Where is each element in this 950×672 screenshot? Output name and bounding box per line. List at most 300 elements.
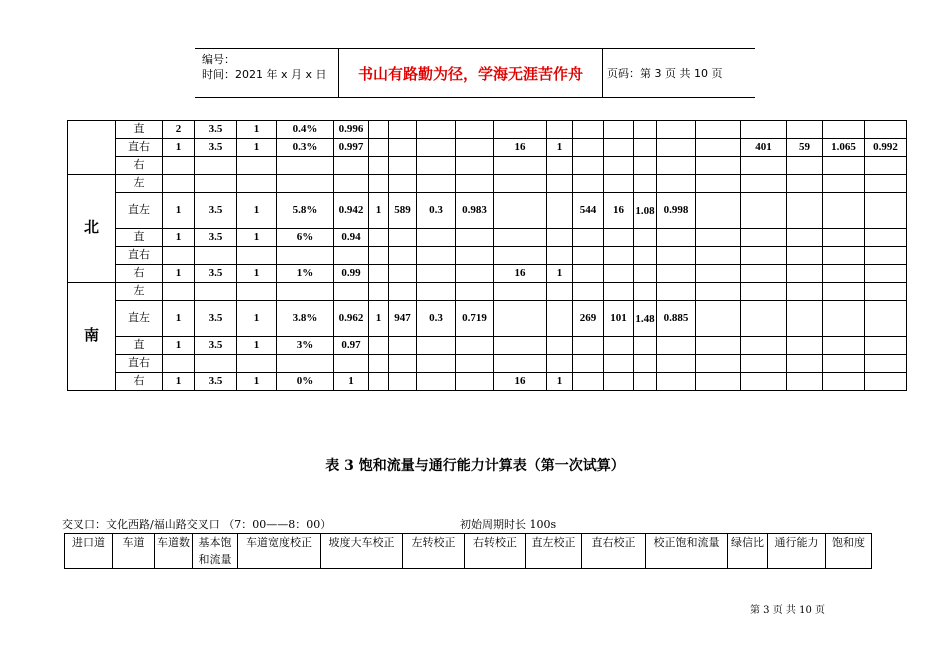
table-cell [657,139,696,157]
header-cell: 车道 [113,534,155,569]
table-row [68,247,907,265]
table-cell: 3.5 [195,229,237,247]
table-cell [604,139,634,157]
table-cell [604,157,634,175]
header-cell: 右转校正 [465,534,526,569]
table-cell [823,355,865,373]
table-cell [634,175,657,193]
table-cell [369,175,389,193]
table-cell [334,283,369,301]
table-row [68,283,907,301]
table-cell [237,283,277,301]
table-cell: 401 [741,139,787,157]
table-cell [741,301,787,337]
table-cell [389,175,417,193]
table-cell [696,265,741,283]
table-cell [456,355,494,373]
table-cell [865,337,907,355]
table-cell: 1.065 [823,139,865,157]
table-cell [369,157,389,175]
table-cell [634,157,657,175]
table-cell [456,229,494,247]
table-cell [823,301,865,337]
table-cell: 1 [163,373,195,391]
table-cell: 3.8% [277,301,334,337]
header-cell: 绿信比 [728,534,768,569]
table-cell [334,247,369,265]
table-cell [696,175,741,193]
cycle-label: 初始周期时长 100s [460,518,557,531]
table-cell [657,247,696,265]
header-cell: 基本饱和流量 [193,534,238,569]
table-cell [573,247,604,265]
table-cell [865,283,907,301]
table-cell [389,283,417,301]
table-cell [604,337,634,355]
table-cell [657,373,696,391]
table-cell [369,139,389,157]
table-cell [195,283,237,301]
table-cell [787,373,823,391]
table-cell [277,283,334,301]
table-cell [787,247,823,265]
table-cell [334,355,369,373]
table-cell [604,247,634,265]
table-cell [657,283,696,301]
lane-cell: 左 [116,283,163,301]
table-cell [369,337,389,355]
table-cell [657,337,696,355]
intersection-label: 交叉口：文化西路/福山路交叉口 （7：00——8：00） [62,518,332,531]
table-cell [277,355,334,373]
table-cell [494,337,547,355]
header-cell: 坡度大车校正 [321,534,403,569]
table-cell [547,193,573,229]
table-cell: 59 [787,139,823,157]
table-cell: 1 [237,121,277,139]
table-cell [634,373,657,391]
table-cell: 1 [369,193,389,229]
table-cell [369,229,389,247]
table-cell [369,355,389,373]
table-cell [334,175,369,193]
table-cell [237,157,277,175]
table-cell [823,373,865,391]
table-cell [741,337,787,355]
table-cell [494,283,547,301]
lane-cell: 右 [116,373,163,391]
table-cell [369,283,389,301]
table-cell: 1 [163,265,195,283]
table-cell [787,265,823,283]
table-cell [547,229,573,247]
table-cell [389,139,417,157]
table-cell [494,157,547,175]
table-cell [494,121,547,139]
table-cell [604,283,634,301]
table-cell [494,229,547,247]
table-cell [547,157,573,175]
table-cell [237,355,277,373]
table-cell [163,355,195,373]
upper-data-table [67,120,907,391]
table-cell: 1 [547,373,573,391]
header-cell: 饱和度 [826,534,872,569]
table-cell [277,247,334,265]
table-cell [657,175,696,193]
table-cell [634,229,657,247]
table-cell: 0.942 [334,193,369,229]
table-row [68,301,907,337]
table-cell [741,229,787,247]
table-cell [369,265,389,283]
lane-cell: 直 [116,121,163,139]
header-meta [195,49,338,97]
table-cell: 0.996 [334,121,369,139]
table-cell [547,337,573,355]
table-cell [494,175,547,193]
table-cell [334,157,369,175]
table-cell [696,139,741,157]
calc-table-header [64,533,872,569]
table-cell [696,283,741,301]
table-cell [823,247,865,265]
lane-cell: 直左 [116,193,163,229]
table-cell [865,193,907,229]
table-cell: 1 [163,337,195,355]
lane-cell: 直 [116,229,163,247]
table-cell: 2 [163,121,195,139]
table-cell [369,247,389,265]
table-row [68,157,907,175]
table-cell [417,355,456,373]
table-cell [389,337,417,355]
table-cell [741,283,787,301]
table-cell [696,157,741,175]
table-cell [573,373,604,391]
table-cell [865,229,907,247]
table-cell [369,373,389,391]
time-label: 时间：2021 年 x 月 x 日 [202,68,327,81]
header-cell: 校正饱和流量 [646,534,728,569]
table-cell [417,121,456,139]
table-cell [696,373,741,391]
table-cell [573,265,604,283]
table-cell [787,355,823,373]
table-title: 表 3 饱和流量与通行能力计算表（第一次试算） [325,458,625,474]
header-cell: 左转校正 [403,534,465,569]
table-cell: 0.885 [657,301,696,337]
table-cell [823,193,865,229]
table-cell [573,121,604,139]
table-cell [823,157,865,175]
table-cell [417,247,456,265]
table-cell [456,247,494,265]
table-cell [547,175,573,193]
table-cell: 0.983 [456,193,494,229]
table-cell [195,157,237,175]
header-page-label: 页码：第 3 页 共 10 页 [607,67,723,80]
table-cell [494,301,547,337]
table-cell [604,229,634,247]
table-cell: 1 [547,265,573,283]
table-cell [741,247,787,265]
table-cell: 589 [389,193,417,229]
table-cell [865,355,907,373]
table-cell [389,157,417,175]
table-cell [634,247,657,265]
table-cell [494,247,547,265]
table-cell [237,247,277,265]
lane-cell: 直右 [116,247,163,265]
table-cell [277,175,334,193]
table-cell [787,301,823,337]
table-cell: 947 [389,301,417,337]
table-cell [417,229,456,247]
table-cell: 0.4% [277,121,334,139]
header-cell: 车道宽度校正 [238,534,321,569]
table-cell: 0.3 [417,301,456,337]
table-cell [417,265,456,283]
table-cell: 1.48 [634,301,657,337]
table-cell: 0.3 [417,193,456,229]
table-cell [456,157,494,175]
table-cell: 3.5 [195,301,237,337]
table-cell [787,157,823,175]
table-row [68,229,907,247]
lane-cell: 右 [116,157,163,175]
table-cell: 544 [573,193,604,229]
table-cell [657,121,696,139]
table-cell [823,175,865,193]
table-cell [741,157,787,175]
table-cell [573,283,604,301]
table-cell: 0.962 [334,301,369,337]
page-footer: 第 3 页 共 10 页 [750,605,825,616]
table-cell [823,337,865,355]
table-cell [634,283,657,301]
table-cell [741,265,787,283]
table-cell [389,229,417,247]
table-cell: 0.719 [456,301,494,337]
table-cell [389,121,417,139]
table-cell [634,355,657,373]
table-cell [494,193,547,229]
table-cell [865,373,907,391]
table-cell [456,283,494,301]
table-cell: 1 [163,301,195,337]
table-cell [456,121,494,139]
table-cell [417,337,456,355]
table-cell [634,337,657,355]
table-cell [787,121,823,139]
table-cell [277,157,334,175]
table-cell [163,283,195,301]
table-cell: 1 [163,193,195,229]
table-cell [787,175,823,193]
table-cell: 16 [494,265,547,283]
table-cell [657,355,696,373]
table-cell [417,157,456,175]
table-cell [195,247,237,265]
table-cell [865,301,907,337]
table-cell [456,139,494,157]
table-cell [696,229,741,247]
table-cell [456,373,494,391]
table-cell [634,139,657,157]
table-cell [456,337,494,355]
table-cell [389,355,417,373]
table-cell [787,283,823,301]
table-cell [163,175,195,193]
table-cell [604,265,634,283]
table-cell [573,157,604,175]
table-cell [573,175,604,193]
lane-cell: 直右 [116,139,163,157]
table-cell [787,193,823,229]
table-cell [195,355,237,373]
table-cell [741,373,787,391]
table-cell: 3.5 [195,337,237,355]
table-cell: 1 [237,337,277,355]
table-cell: 3.5 [195,373,237,391]
table-cell [547,355,573,373]
table-cell [417,283,456,301]
table-cell [604,121,634,139]
table-cell: 269 [573,301,604,337]
table-cell [741,175,787,193]
table-cell: 101 [604,301,634,337]
lane-cell: 直 [116,337,163,355]
table-cell [195,175,237,193]
table-cell: 3.5 [195,139,237,157]
table-cell: 1 [547,139,573,157]
table-cell [823,121,865,139]
table-cell [604,373,634,391]
table-cell: 16 [604,193,634,229]
table-cell: 0.94 [334,229,369,247]
header-cell: 直右校正 [582,534,646,569]
table-cell [547,247,573,265]
table-row [68,175,907,193]
table-cell [369,121,389,139]
table-cell [389,373,417,391]
table-cell: 3.5 [195,193,237,229]
table-cell [634,121,657,139]
table-cell: 3.5 [195,265,237,283]
table-cell [696,247,741,265]
table-cell: 1 [237,193,277,229]
table-cell: 1 [334,373,369,391]
number-label: 编号： [202,53,235,66]
table-cell: 6% [277,229,334,247]
header-cell: 进口道 [65,534,113,569]
table-cell: 1 [237,229,277,247]
table-cell [823,283,865,301]
table-cell: 1% [277,265,334,283]
table-cell [823,265,865,283]
table-cell [573,229,604,247]
header-cell: 直左校正 [526,534,582,569]
table-cell: 16 [494,373,547,391]
table-cell [787,337,823,355]
table-row [68,121,907,139]
table-cell [865,265,907,283]
table-cell [634,265,657,283]
table-row [68,355,907,373]
table-row [68,265,907,283]
table-cell: 0.97 [334,337,369,355]
table-cell: 1 [237,301,277,337]
table-cell: 0.99 [334,265,369,283]
table-cell [456,175,494,193]
table-cell [547,301,573,337]
table-cell [741,355,787,373]
direction-cell [68,121,116,175]
table-cell: 1 [237,265,277,283]
table-cell: 0.997 [334,139,369,157]
table-cell [417,139,456,157]
table-cell [547,121,573,139]
table-cell [696,193,741,229]
table-cell [696,337,741,355]
table-cell: 1 [369,301,389,337]
table-cell [604,355,634,373]
table-row [68,337,907,355]
lane-cell: 左 [116,175,163,193]
table-cell: 1.08 [634,193,657,229]
table-cell: 1 [237,139,277,157]
table-cell [865,157,907,175]
table-cell [657,157,696,175]
table-cell: 1 [237,373,277,391]
table-cell: 5.8% [277,193,334,229]
direction-cell: 北 [68,175,116,283]
table-cell [389,247,417,265]
table-cell [865,121,907,139]
table-cell [865,247,907,265]
table-cell: 3% [277,337,334,355]
table-cell: 0.992 [865,139,907,157]
lane-cell: 直右 [116,355,163,373]
table-cell [657,265,696,283]
header-cell: 车道数 [155,534,193,569]
table-row [68,193,907,229]
table-cell [696,121,741,139]
table-cell [237,175,277,193]
table-cell [417,175,456,193]
table-cell [389,265,417,283]
header-motto: 书山有路勤为径，学海无涯苦作舟 [338,49,603,97]
table-cell [741,121,787,139]
table-cell [573,355,604,373]
table-cell [696,355,741,373]
lane-cell: 直左 [116,301,163,337]
table-cell [573,139,604,157]
table-cell [547,283,573,301]
table-cell [494,355,547,373]
table-cell: 1 [163,139,195,157]
table-cell [163,247,195,265]
table-cell [657,229,696,247]
table-cell: 16 [494,139,547,157]
table-cell [741,193,787,229]
table-cell [573,337,604,355]
table-cell: 0.3% [277,139,334,157]
table-cell: 3.5 [195,121,237,139]
table-cell: 0.998 [657,193,696,229]
table-cell: 0% [277,373,334,391]
